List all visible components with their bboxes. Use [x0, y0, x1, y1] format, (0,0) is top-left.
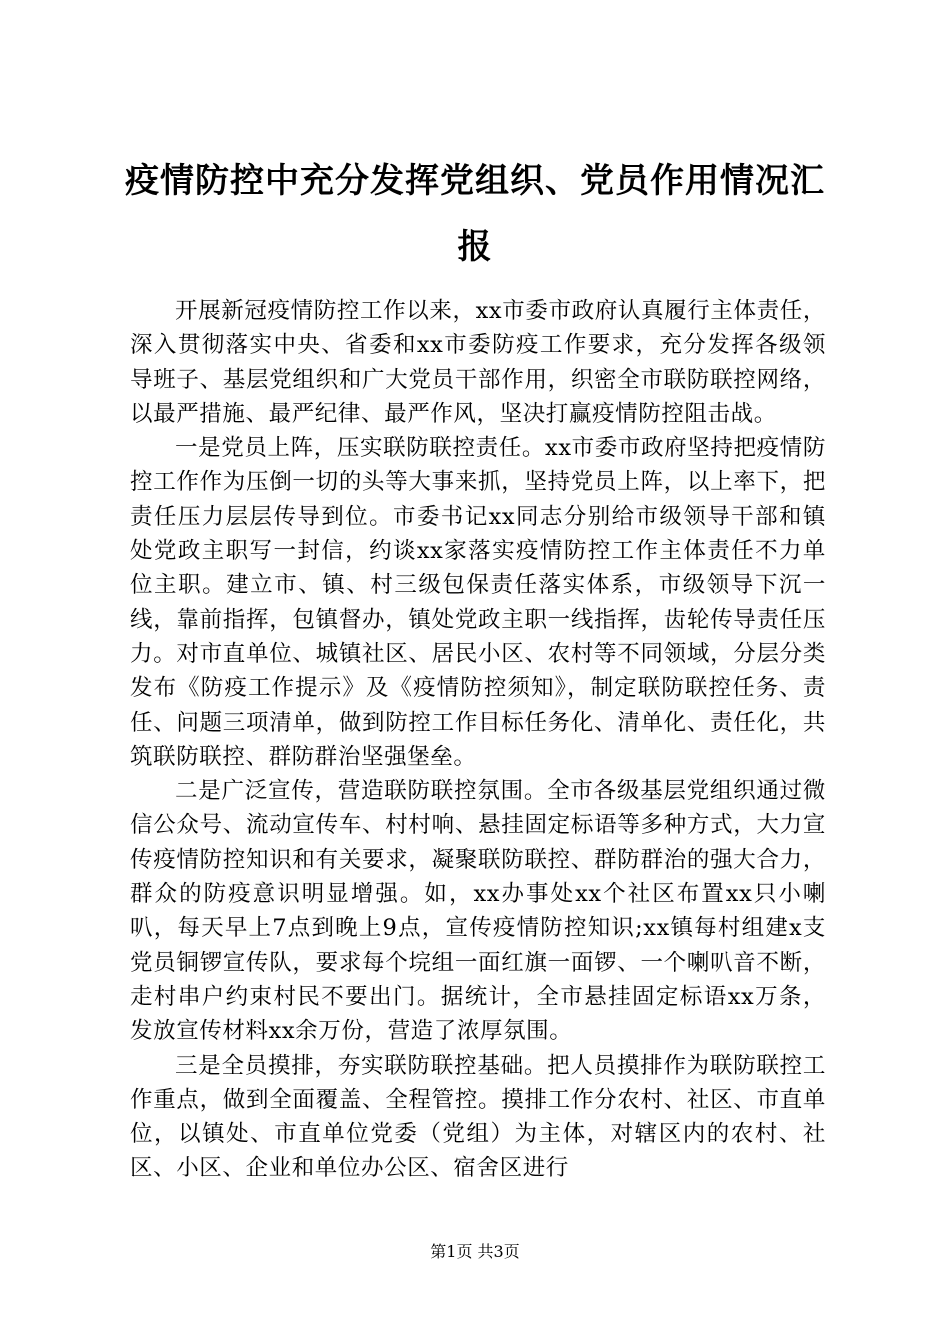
document-title: 疫情防控中充分发挥党组织、党员作用情况汇报 — [125, 161, 825, 267]
paragraph-intro: 开展新冠疫情防控工作以来，xx市委市政府认真履行主体责任，深入贯彻落实中央、省委和xx市委防疫工作要求，充分发挥各级领导班子、基层党组织和广大党员干部作用，织密全市联防联控网络，以最严措施、最严纪律、最严作风，坚决打赢疫情防控阻击战。 — [130, 298, 826, 427]
page-number-footer: 第1页 共3页 — [430, 1242, 520, 1261]
paragraph-point-one: 一是党员上阵，压实联防联控责任。xx市委市政府坚持把疫情防控工作作为压倒一切的头等大事来抓，坚持党员上阵，以上率下，把责任压力层层传导到位。市委书记xx同志分别给市级领导干部和镇处党政主职写一封信，约谈xx家落实疫情防控工作主体责任不力单位主职。建立市、镇、村三级包保责任落实体系，市级领导下沉一线，靠前指挥，包镇督办，镇处党政主职一线指挥，齿轮传导责任压力。对市直单位、城镇社区、居民小区、农村等不同领域，分层分类发布《防疫工作提示》及《疫情防控须知》，制定联防联控任务、责任、问题三项清单，做到防控工作目标任务化、清单化、责任化，共筑联防联控、群防群治坚强堡垒。 — [130, 435, 826, 770]
document-body — [130, 294, 826, 1186]
paragraph-point-three: 三是全员摸排，夯实联防联控基础。把人员摸排作为联防联控工作重点，做到全面覆盖、全程管控。摸排工作分农村、社区、市直单位，以镇处、市直单位党委（党组）为主体，对辖区内的农村、社区、小区、企业和单位办公区、宿舍区进行 — [130, 1052, 826, 1182]
paragraph-point-two: 二是广泛宣传，营造联防联控氛围。全市各级基层党组织通过微信公众号、流动宣传车、村村响、悬挂固定标语等多种方式，大力宣传疫情防控知识和有关要求，凝聚联防联控、群防群治的强大合力，群众的防疫意识明显增强。如，xx办事处xx个社区布置xx只小喇叭，每天早上7点到晚上9点，宣传疫情防控知识;xx镇每村组建x支党员铜锣宣传队，要求每个垸组一面红旗一面锣、一个喇叭音不断，走村串户约束村民不要出门。据统计，全市悬挂固定标语xx万条，发放宣传材料xx余万份，营造了浓厚氛围。 — [130, 778, 826, 1045]
